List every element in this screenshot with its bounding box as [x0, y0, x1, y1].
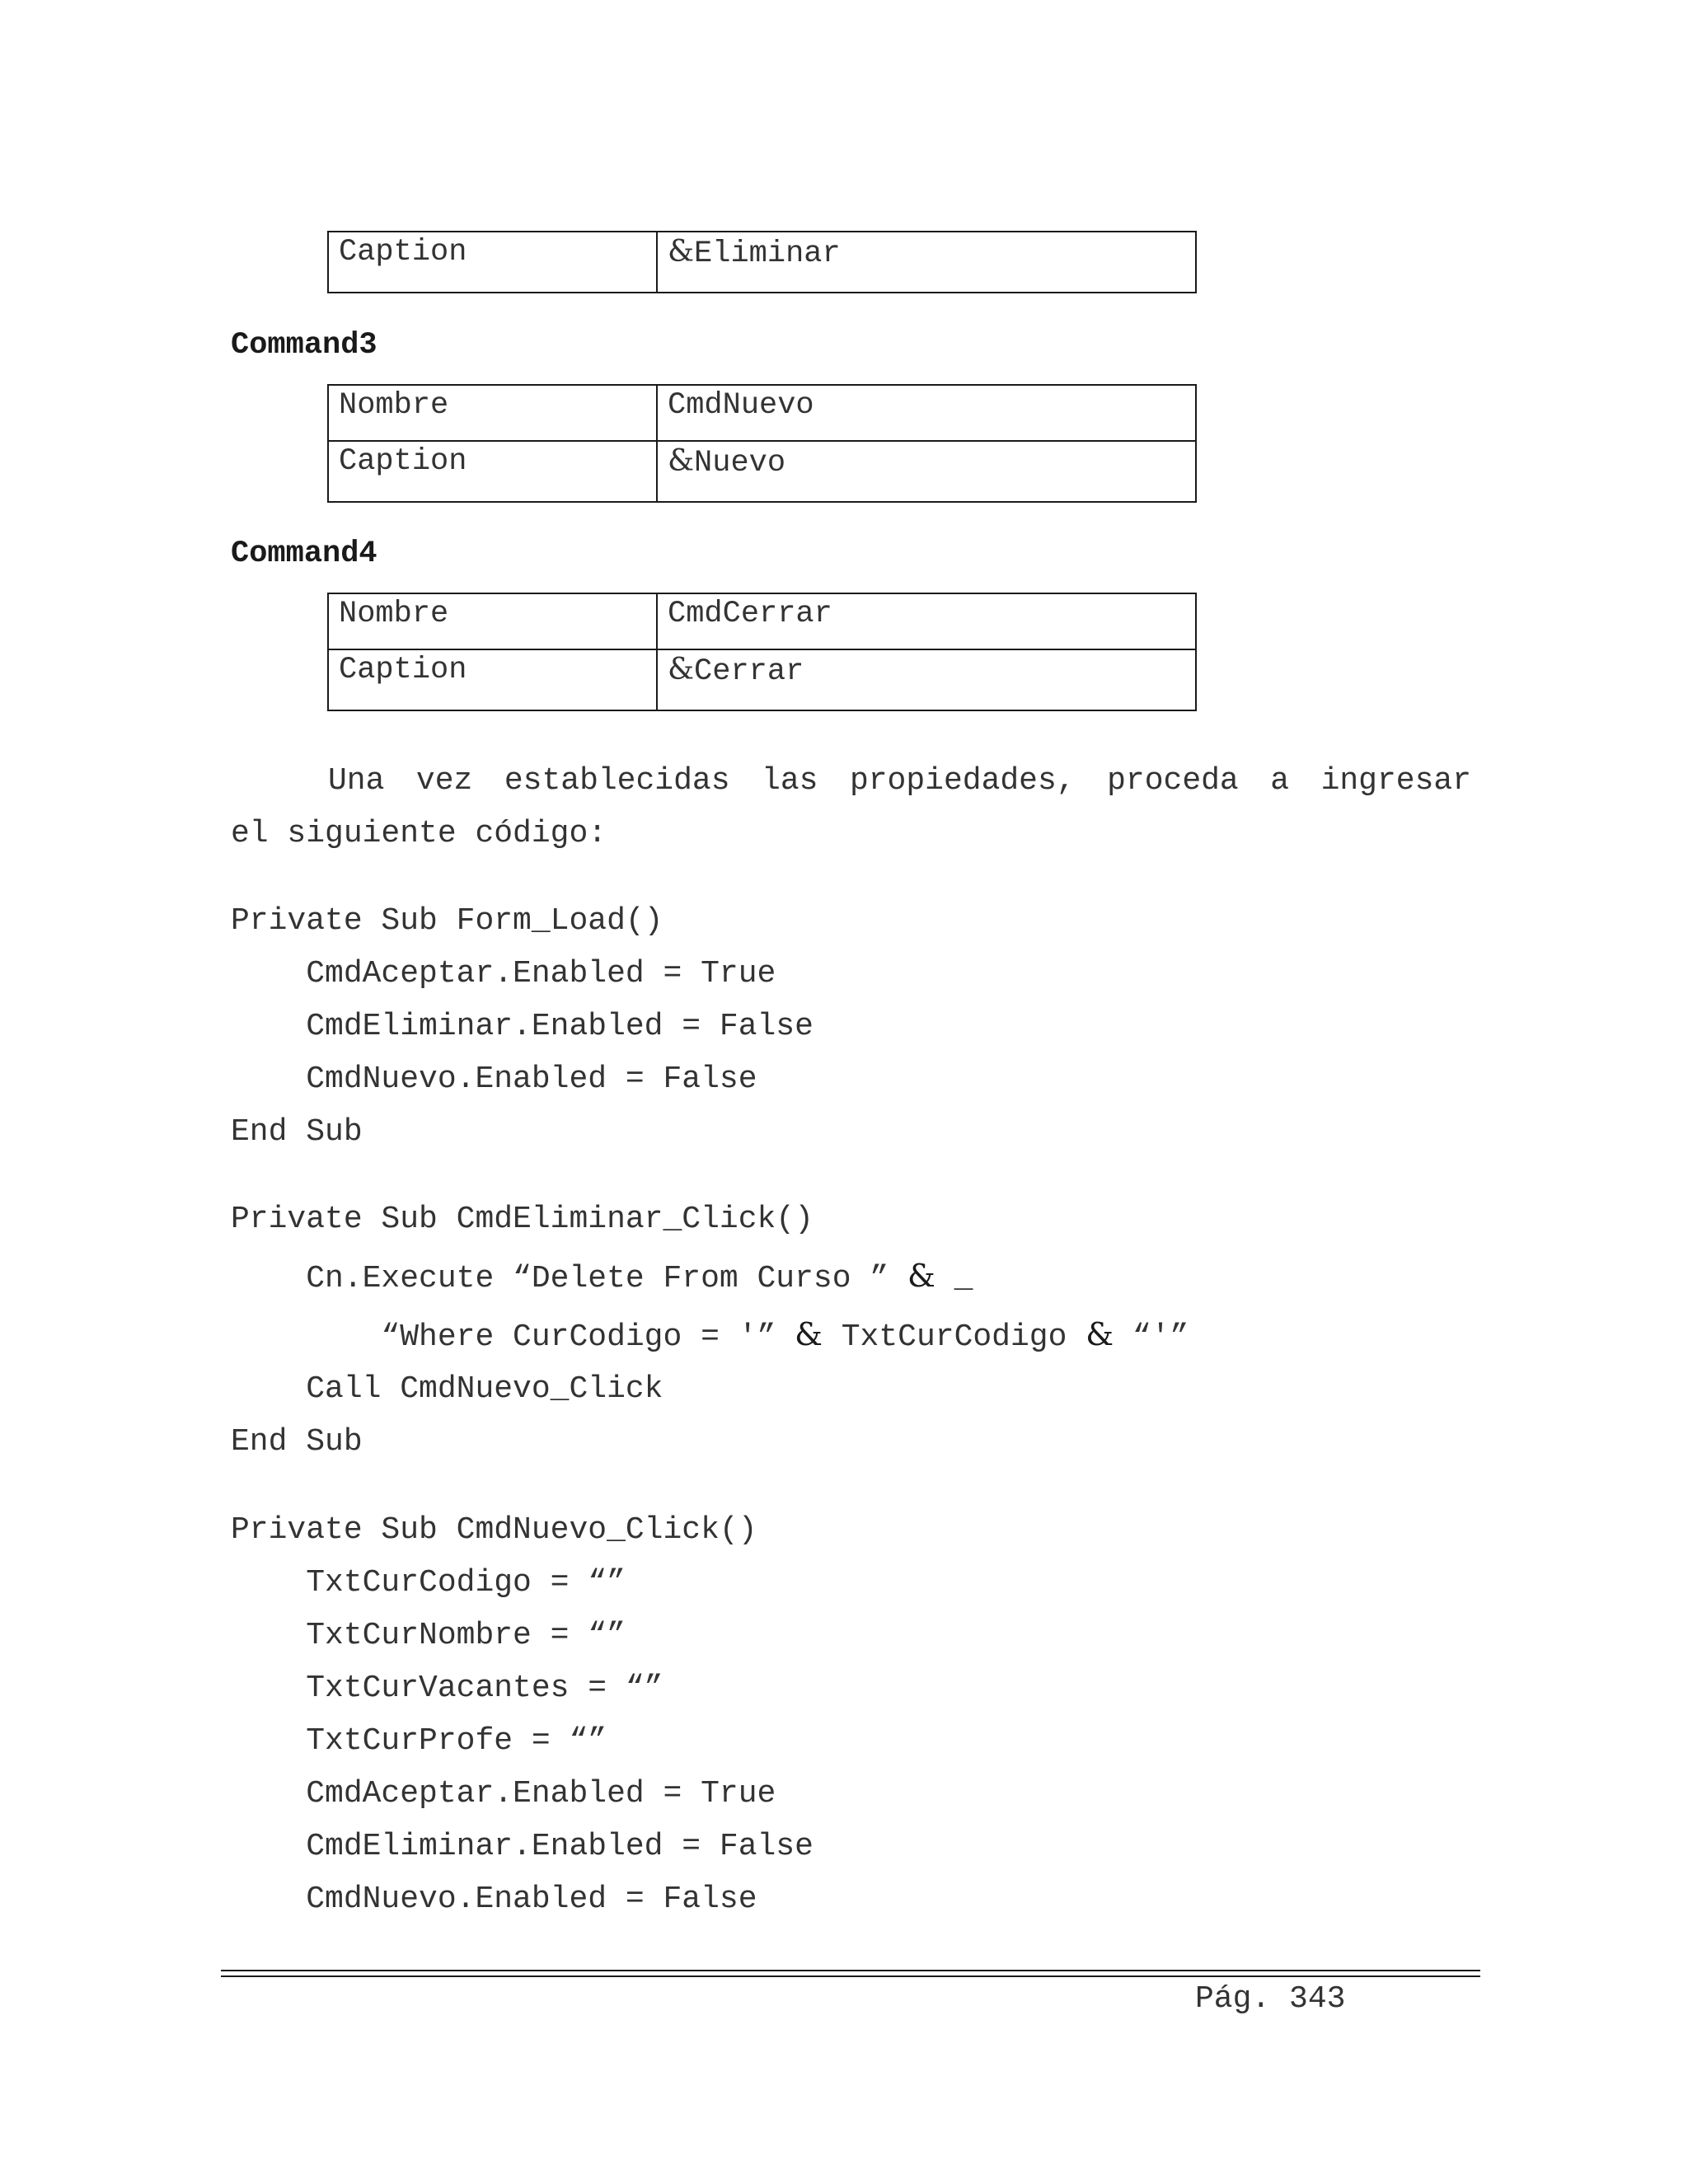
command2-properties-table — [327, 231, 1197, 293]
table-row — [328, 649, 1196, 710]
command4-heading: Command4 — [231, 537, 377, 571]
code-line: CmdEliminar.Enabled = False — [231, 1009, 814, 1044]
code-line: TxtCurProfe = “” — [231, 1723, 607, 1759]
property-name-cell: Nombre — [328, 593, 657, 649]
command3-properties-table — [327, 384, 1197, 503]
command3-heading: Command3 — [231, 328, 377, 363]
property-name-cell: Caption — [328, 232, 657, 293]
code-line: CmdNuevo.Enabled = False — [231, 1062, 757, 1097]
code-line: CmdAceptar.Enabled = True — [231, 956, 776, 991]
code-line: Private Sub CmdEliminar_Click() — [231, 1202, 814, 1237]
code-line: End Sub — [231, 1114, 363, 1150]
command4-properties-table — [327, 593, 1197, 711]
table-row — [328, 385, 1196, 441]
property-name-cell: Caption — [328, 441, 657, 502]
code-line: Call CmdNuevo_Click — [231, 1371, 663, 1407]
footer-rule — [221, 1975, 1480, 1977]
code-line: CmdNuevo.Enabled = False — [231, 1882, 757, 1917]
code-line: TxtCurCodigo = “” — [231, 1565, 626, 1601]
code-line: CmdAceptar.Enabled = True — [231, 1776, 776, 1811]
table-row — [328, 593, 1196, 649]
page-number: Pág. 343 — [1195, 1981, 1346, 2017]
code-line: Cn.Execute “Delete From Curso ” & _ — [231, 1258, 973, 1296]
footer-rule — [221, 1970, 1480, 1971]
property-value-cell: &Nuevo — [657, 441, 1196, 502]
code-line: TxtCurVacantes = “” — [231, 1671, 663, 1706]
table-row — [328, 441, 1196, 502]
table-row — [328, 232, 1196, 293]
property-value-cell: CmdCerrar — [657, 593, 1196, 649]
property-name-cell: Caption — [328, 649, 657, 710]
code-line: Private Sub Form_Load() — [231, 903, 663, 939]
property-value-cell: &Cerrar — [657, 649, 1196, 710]
code-line: End Sub — [231, 1424, 363, 1460]
intro-line-2: el siguiente código: — [231, 816, 607, 851]
code-line: “Where CurCodigo = '” & TxtCurCodigo & “'” — [231, 1316, 1189, 1355]
code-line: TxtCurNombre = “” — [231, 1618, 626, 1653]
code-line: Private Sub CmdNuevo_Click() — [231, 1512, 757, 1548]
property-value-cell: &Eliminar — [657, 232, 1196, 293]
property-value-cell: CmdNuevo — [657, 385, 1196, 441]
property-name-cell: Nombre — [328, 385, 657, 441]
intro-line-1: Una vez establecidas las propiedades, proceda a ingresar — [328, 763, 1471, 799]
code-line: CmdEliminar.Enabled = False — [231, 1829, 814, 1864]
intro-paragraph — [231, 755, 1471, 860]
